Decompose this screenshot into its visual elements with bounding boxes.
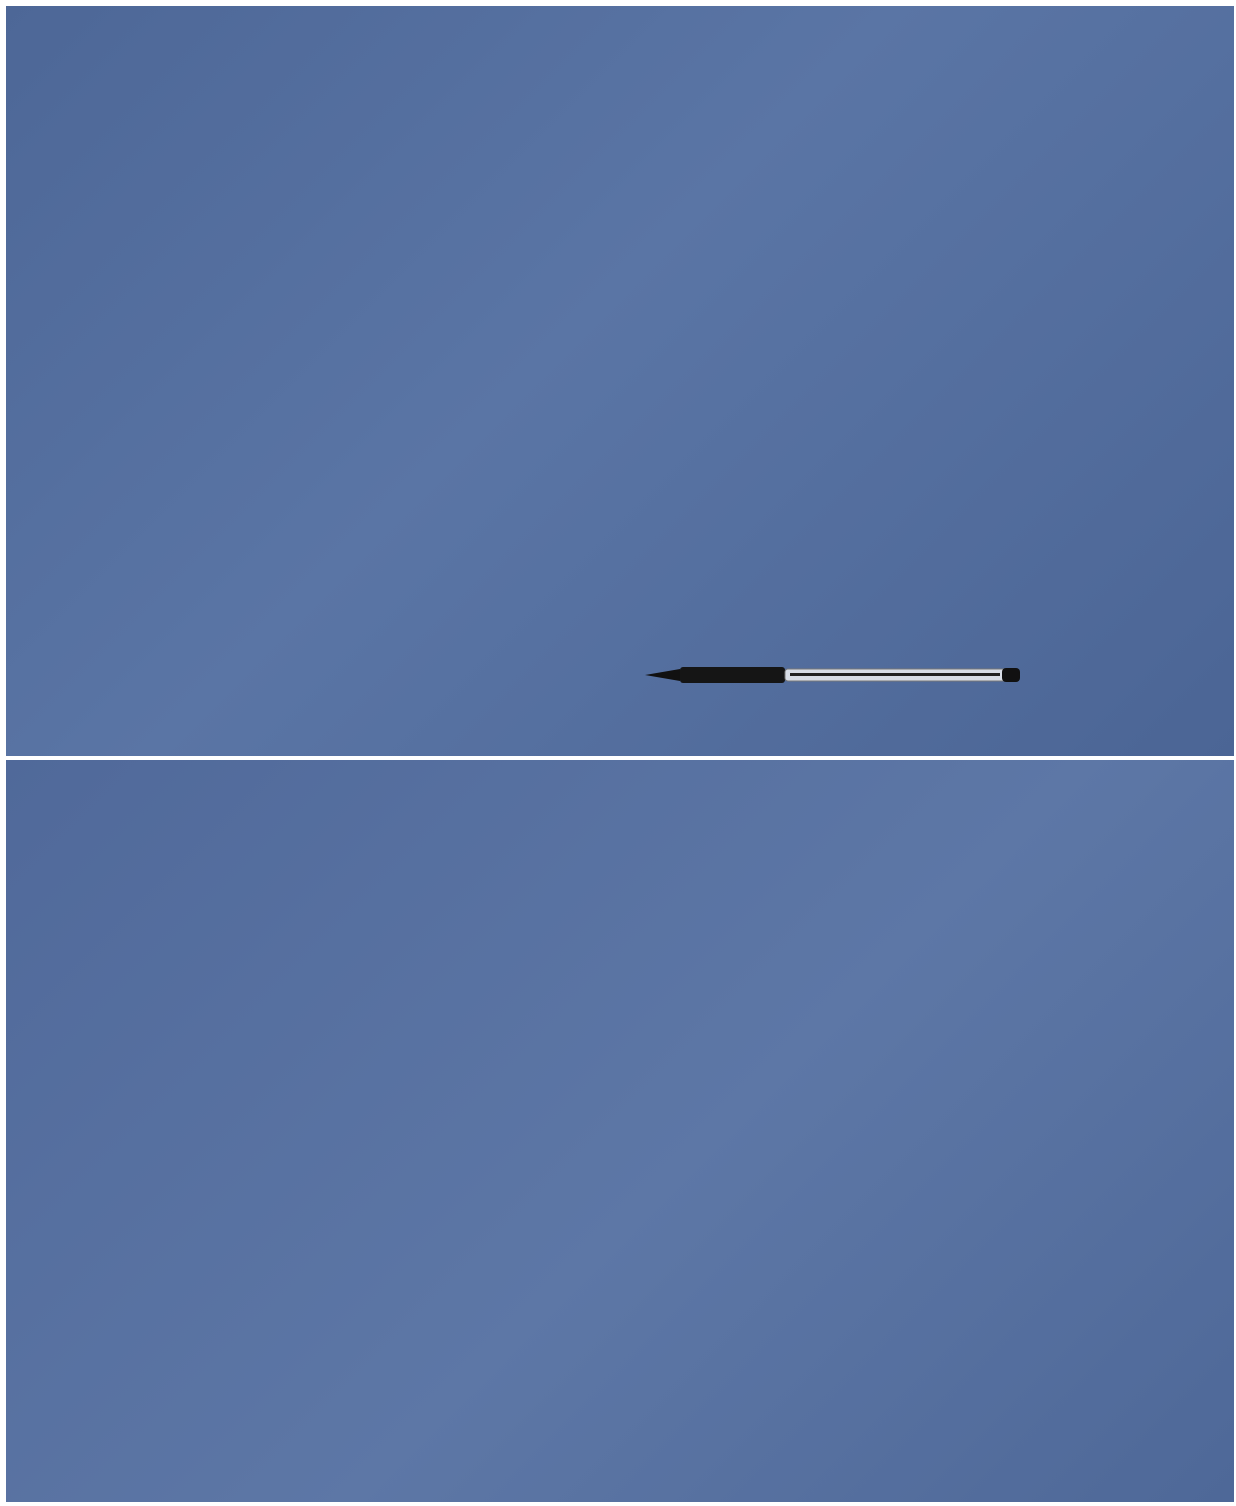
ballpoint-pen-icon — [640, 655, 1030, 695]
picture-cards-photo — [6, 6, 1234, 756]
text-cards-photo — [6, 760, 1234, 1502]
